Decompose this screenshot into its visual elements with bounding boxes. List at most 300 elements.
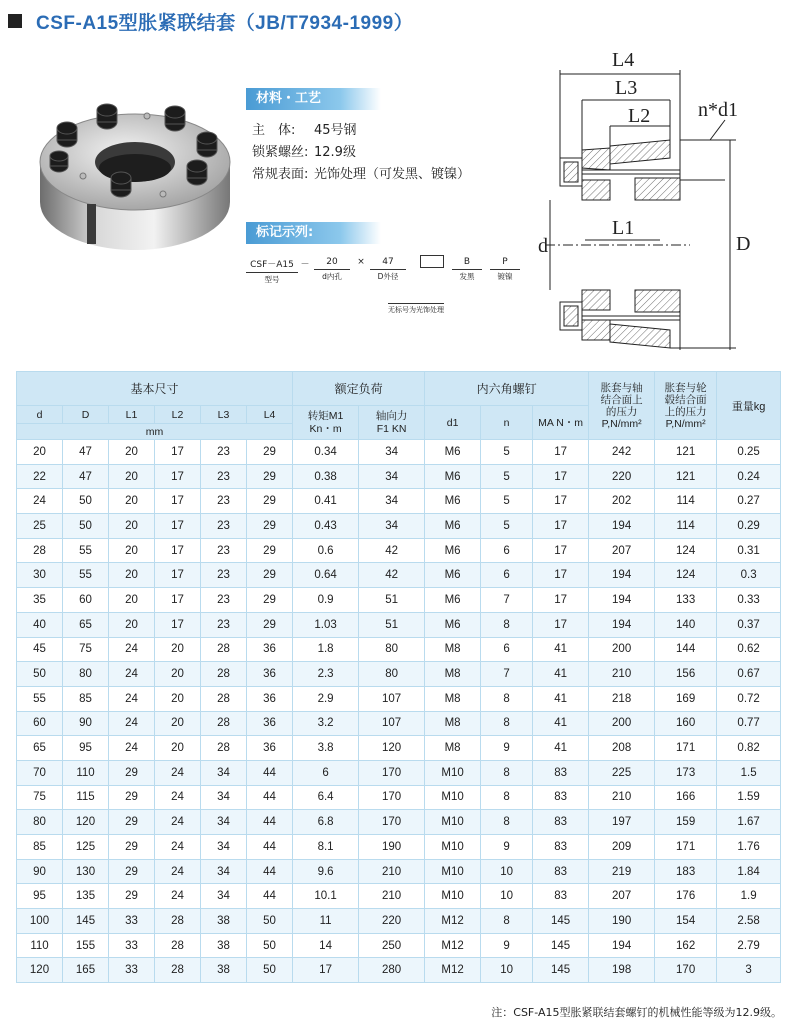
table-cell: 145 [533, 933, 589, 958]
table-cell: 120 [17, 958, 63, 983]
table-cell: 29 [247, 612, 293, 637]
table-cell: 36 [247, 686, 293, 711]
col-pressure-hub: 胀套与轮 毂结合面 上的压力 P,N/mm² [655, 372, 717, 440]
col-L3: L3 [201, 406, 247, 424]
table-cell: 44 [247, 785, 293, 810]
table-cell: 0.24 [717, 464, 781, 489]
table-cell: 145 [533, 909, 589, 934]
table-cell: 29 [247, 489, 293, 514]
col-d: d [17, 406, 63, 424]
table-row [17, 686, 781, 711]
table-cell: 0.38 [293, 464, 359, 489]
table-cell: M6 [425, 538, 481, 563]
table-cell: 1.03 [293, 612, 359, 637]
table-cell: 24 [109, 686, 155, 711]
table-cell: 124 [655, 563, 717, 588]
table-cell: 7 [481, 588, 533, 613]
table-cell: 121 [655, 464, 717, 489]
spec-table-body [17, 440, 781, 983]
table-cell: 23 [201, 612, 247, 637]
table-cell: 8 [481, 810, 533, 835]
table-cell: 80 [17, 810, 63, 835]
table-cell: 34 [201, 810, 247, 835]
table-cell: 23 [201, 514, 247, 539]
table-cell: M12 [425, 933, 481, 958]
table-cell: 22 [17, 464, 63, 489]
table-cell: 194 [589, 612, 655, 637]
table-cell: 36 [247, 637, 293, 662]
table-cell: 28 [201, 736, 247, 761]
table-cell: 6 [481, 563, 533, 588]
unit-mm: mm [17, 424, 293, 440]
table-cell: 0.77 [717, 711, 781, 736]
table-cell: 135 [63, 884, 109, 909]
table-cell: 3.8 [293, 736, 359, 761]
table-cell: 75 [63, 637, 109, 662]
table-row [17, 958, 781, 983]
footnote: 注：CSF-A15型胀紧联结套螺钉的机械性能等级为12.9级。 [491, 1006, 782, 1019]
table-cell: 130 [63, 859, 109, 884]
table-cell: 17 [533, 538, 589, 563]
table-cell: 75 [17, 785, 63, 810]
table-cell: M6 [425, 612, 481, 637]
table-cell: 5 [481, 464, 533, 489]
table-cell: 8 [481, 760, 533, 785]
table-cell: 83 [533, 884, 589, 909]
table-cell: 29 [247, 440, 293, 465]
table-cell: 24 [155, 760, 201, 785]
table-cell: 70 [17, 760, 63, 785]
table-cell: 44 [247, 859, 293, 884]
table-cell: 190 [589, 909, 655, 934]
table-cell: 60 [17, 711, 63, 736]
table-cell: 17 [533, 440, 589, 465]
table-cell: 1.5 [717, 760, 781, 785]
table-cell: 202 [589, 489, 655, 514]
table-cell: 166 [655, 785, 717, 810]
table-cell: 5 [481, 514, 533, 539]
table-cell: 0.82 [717, 736, 781, 761]
table-cell: 51 [359, 588, 425, 613]
material-row-screw: 锁紧螺丝: 12.9级 [252, 145, 356, 160]
table-cell: 17 [155, 588, 201, 613]
table-cell: 47 [63, 464, 109, 489]
table-cell: 17 [533, 563, 589, 588]
table-cell: 29 [247, 538, 293, 563]
table-cell: 90 [63, 711, 109, 736]
table-cell: M6 [425, 489, 481, 514]
table-cell: 83 [533, 785, 589, 810]
table-cell: 34 [201, 760, 247, 785]
dim-D: D [736, 233, 751, 255]
table-cell: 20 [109, 440, 155, 465]
material-row-surface: 常规表面: 光饰处理（可发黑、镀镍） [252, 167, 471, 182]
table-cell: M12 [425, 909, 481, 934]
table-cell: 0.34 [293, 440, 359, 465]
table-row [17, 612, 781, 637]
table-cell: 83 [533, 760, 589, 785]
table-cell: M8 [425, 736, 481, 761]
table-cell: 95 [63, 736, 109, 761]
table-cell: 0.3 [717, 563, 781, 588]
table-cell: 80 [359, 637, 425, 662]
table-cell: 24 [17, 489, 63, 514]
table-cell: 183 [655, 859, 717, 884]
table-cell: 41 [533, 711, 589, 736]
table-cell: 210 [589, 662, 655, 687]
table-cell: 20 [155, 637, 201, 662]
marking-part-D: 47 D外径 [370, 257, 406, 282]
table-cell: M10 [425, 810, 481, 835]
table-cell: 200 [589, 711, 655, 736]
table-cell: 120 [63, 810, 109, 835]
table-cell: 0.25 [717, 440, 781, 465]
table-cell: 110 [63, 760, 109, 785]
table-row [17, 711, 781, 736]
table-cell: 162 [655, 933, 717, 958]
table-cell: 1.9 [717, 884, 781, 909]
table-cell: 29 [109, 859, 155, 884]
table-cell: 120 [359, 736, 425, 761]
marking-part-model: CSF－A15 型号 [246, 257, 298, 285]
table-cell: 154 [655, 909, 717, 934]
table-cell: 0.9 [293, 588, 359, 613]
col-L2: L2 [155, 406, 201, 424]
table-cell: 114 [655, 514, 717, 539]
table-cell: 176 [655, 884, 717, 909]
dim-L4: L4 [612, 49, 635, 71]
table-cell: 23 [201, 464, 247, 489]
table-cell: 194 [589, 933, 655, 958]
table-cell: 198 [589, 958, 655, 983]
table-cell: 17 [533, 514, 589, 539]
table-cell: M6 [425, 563, 481, 588]
table-cell: 42 [359, 563, 425, 588]
table-cell: 83 [533, 810, 589, 835]
table-cell: 80 [63, 662, 109, 687]
table-cell: 225 [589, 760, 655, 785]
table-cell: 0.67 [717, 662, 781, 687]
table-cell: 133 [655, 588, 717, 613]
table-cell: 0.33 [717, 588, 781, 613]
table-cell: 6.4 [293, 785, 359, 810]
marking-note: 无标号为光饰处理 [388, 303, 444, 315]
table-cell: 242 [589, 440, 655, 465]
table-cell: 23 [201, 440, 247, 465]
table-cell: 0.64 [293, 563, 359, 588]
table-row [17, 637, 781, 662]
table-cell: 107 [359, 686, 425, 711]
table-cell: 8 [481, 785, 533, 810]
table-cell: 38 [201, 909, 247, 934]
table-row [17, 909, 781, 934]
col-pressure-shaft: 胀套与轴 结合面上 的压力 P,N/mm² [589, 372, 655, 440]
table-cell: 20 [155, 711, 201, 736]
table-cell: 65 [17, 736, 63, 761]
table-cell: 110 [17, 933, 63, 958]
table-cell: 156 [655, 662, 717, 687]
table-cell: 36 [247, 662, 293, 687]
table-cell: M10 [425, 760, 481, 785]
table-cell: 9 [481, 835, 533, 860]
table-cell: 169 [655, 686, 717, 711]
table-row [17, 785, 781, 810]
table-cell: 55 [17, 686, 63, 711]
table-cell: 280 [359, 958, 425, 983]
table-cell: 218 [589, 686, 655, 711]
table-cell: 9 [481, 933, 533, 958]
table-cell: 20 [109, 538, 155, 563]
table-row [17, 933, 781, 958]
table-cell: 34 [201, 859, 247, 884]
table-cell: 20 [109, 588, 155, 613]
table-cell: 50 [247, 909, 293, 934]
technical-drawing [540, 40, 790, 360]
table-cell: 38 [201, 933, 247, 958]
table-cell: 114 [655, 489, 717, 514]
table-cell: 1.59 [717, 785, 781, 810]
table-row [17, 588, 781, 613]
table-cell: 95 [17, 884, 63, 909]
table-cell: 44 [247, 884, 293, 909]
table-cell: 125 [63, 835, 109, 860]
table-cell: 33 [109, 958, 155, 983]
marking-sep-times: × [357, 257, 365, 267]
table-cell: 170 [359, 785, 425, 810]
table-row [17, 440, 781, 465]
table-cell: 220 [359, 909, 425, 934]
table-cell: 14 [293, 933, 359, 958]
table-row [17, 835, 781, 860]
spec-table [16, 371, 781, 983]
table-cell: 40 [17, 612, 63, 637]
table-cell: 194 [589, 514, 655, 539]
table-cell: 1.84 [717, 859, 781, 884]
table-cell: 160 [655, 711, 717, 736]
table-cell: 29 [109, 884, 155, 909]
table-cell: 0.62 [717, 637, 781, 662]
table-cell: 33 [109, 933, 155, 958]
table-cell: 29 [247, 588, 293, 613]
table-cell: 208 [589, 736, 655, 761]
table-cell: 90 [17, 859, 63, 884]
table-cell: 24 [109, 637, 155, 662]
table-cell: 34 [359, 514, 425, 539]
table-cell: 28 [201, 686, 247, 711]
table-cell: 20 [17, 440, 63, 465]
table-cell: M8 [425, 711, 481, 736]
table-cell: 17 [533, 588, 589, 613]
table-cell: 38 [201, 958, 247, 983]
table-row [17, 662, 781, 687]
col-torque: 转矩M1 Kn・m [293, 406, 359, 440]
table-cell: 44 [247, 760, 293, 785]
product-photo [35, 92, 235, 252]
table-cell: 83 [533, 835, 589, 860]
table-cell: 20 [109, 612, 155, 637]
table-cell: M10 [425, 835, 481, 860]
table-cell: M6 [425, 514, 481, 539]
table-cell: 28 [17, 538, 63, 563]
table-cell: 17 [533, 612, 589, 637]
table-cell: 55 [63, 563, 109, 588]
table-cell: 41 [533, 686, 589, 711]
table-cell: 115 [63, 785, 109, 810]
table-cell: 2.79 [717, 933, 781, 958]
table-cell: 55 [63, 538, 109, 563]
table-row [17, 859, 781, 884]
table-cell: 85 [63, 686, 109, 711]
group-rated-load: 额定负荷 [293, 372, 425, 406]
table-cell: 8 [481, 909, 533, 934]
col-ma: MA N・m [533, 406, 589, 440]
table-cell: 28 [201, 637, 247, 662]
table-cell: 2.3 [293, 662, 359, 687]
table-cell: M10 [425, 785, 481, 810]
title-bar [8, 8, 413, 34]
table-cell: 10 [481, 958, 533, 983]
table-cell: 0.29 [717, 514, 781, 539]
table-cell: M8 [425, 662, 481, 687]
col-n: n [481, 406, 533, 440]
table-cell: 17 [155, 464, 201, 489]
table-cell: 34 [201, 835, 247, 860]
table-cell: 145 [533, 958, 589, 983]
table-cell: 34 [359, 464, 425, 489]
table-cell: M8 [425, 637, 481, 662]
table-cell: 200 [589, 637, 655, 662]
table-cell: 29 [109, 835, 155, 860]
col-axial-force: 轴向力 F1 KN [359, 406, 425, 440]
table-cell: 34 [201, 884, 247, 909]
table-cell: 24 [109, 736, 155, 761]
table-cell: 197 [589, 810, 655, 835]
table-cell: 6 [481, 538, 533, 563]
marking-example [246, 255, 536, 315]
table-cell: 250 [359, 933, 425, 958]
dim-L2: L2 [628, 105, 651, 127]
group-hex-screw: 内六角螺钉 [425, 372, 589, 406]
table-row [17, 884, 781, 909]
table-cell: 194 [589, 563, 655, 588]
marking-part-P: P 镀镍 [490, 257, 520, 282]
table-cell: 17 [155, 514, 201, 539]
table-cell: 159 [655, 810, 717, 835]
table-cell: 50 [247, 933, 293, 958]
marking-heading: 标记示列: [246, 222, 381, 244]
table-row [17, 736, 781, 761]
table-cell: 34 [359, 489, 425, 514]
table-cell: 1.67 [717, 810, 781, 835]
table-cell: 0.6 [293, 538, 359, 563]
table-cell: 30 [17, 563, 63, 588]
table-cell: 20 [109, 563, 155, 588]
table-cell: 7 [481, 662, 533, 687]
col-weight: 重量kg [717, 372, 781, 440]
table-cell: M6 [425, 440, 481, 465]
table-cell: 8 [481, 686, 533, 711]
table-cell: 29 [247, 464, 293, 489]
table-cell: 47 [63, 440, 109, 465]
table-cell: 0.37 [717, 612, 781, 637]
col-D: D [63, 406, 109, 424]
table-cell: 83 [533, 859, 589, 884]
col-L4: L4 [247, 406, 293, 424]
table-cell: 155 [63, 933, 109, 958]
table-cell: 210 [359, 884, 425, 909]
table-cell: 0.72 [717, 686, 781, 711]
table-row [17, 563, 781, 588]
table-cell: 17 [533, 464, 589, 489]
col-L1: L1 [109, 406, 155, 424]
table-cell: 50 [63, 489, 109, 514]
table-cell: 3.2 [293, 711, 359, 736]
table-cell: 65 [63, 612, 109, 637]
table-cell: M6 [425, 588, 481, 613]
table-cell: 8 [481, 612, 533, 637]
table-cell: 210 [589, 785, 655, 810]
table-cell: 165 [63, 958, 109, 983]
table-cell: M12 [425, 958, 481, 983]
col-d1: d1 [425, 406, 481, 440]
table-cell: 41 [533, 736, 589, 761]
table-cell: 17 [155, 612, 201, 637]
table-cell: 34 [201, 785, 247, 810]
group-basic-size: 基本尺寸 [17, 372, 293, 406]
table-cell: 220 [589, 464, 655, 489]
table-row [17, 464, 781, 489]
table-cell: 23 [201, 489, 247, 514]
table-cell: M8 [425, 686, 481, 711]
table-cell: 10 [481, 859, 533, 884]
table-cell: 60 [63, 588, 109, 613]
table-cell: 85 [17, 835, 63, 860]
table-cell: 0.31 [717, 538, 781, 563]
table-cell: 145 [63, 909, 109, 934]
table-cell: 219 [589, 859, 655, 884]
table-cell: 44 [247, 835, 293, 860]
table-cell: 24 [155, 835, 201, 860]
table-cell: M10 [425, 884, 481, 909]
table-cell: 6 [481, 637, 533, 662]
table-cell: 8.1 [293, 835, 359, 860]
table-cell: 170 [359, 760, 425, 785]
page-title: CSF-A15型胀紧联结套（JB/T7934-1999） [36, 12, 414, 34]
table-cell: 28 [155, 958, 201, 983]
table-cell: 24 [155, 785, 201, 810]
table-cell: 50 [63, 514, 109, 539]
table-cell: 23 [201, 538, 247, 563]
table-row [17, 760, 781, 785]
table-cell: 45 [17, 637, 63, 662]
table-cell: 20 [109, 489, 155, 514]
table-cell: 170 [359, 810, 425, 835]
table-cell: 140 [655, 612, 717, 637]
table-cell: 23 [201, 588, 247, 613]
table-cell: 1.76 [717, 835, 781, 860]
table-cell: 24 [155, 810, 201, 835]
table-cell: 20 [155, 736, 201, 761]
table-cell: 171 [655, 835, 717, 860]
table-cell: 35 [17, 588, 63, 613]
table-cell: 17 [293, 958, 359, 983]
table-cell: 121 [655, 440, 717, 465]
table-cell: 171 [655, 736, 717, 761]
table-cell: 0.27 [717, 489, 781, 514]
table-row [17, 489, 781, 514]
table-cell: 173 [655, 760, 717, 785]
table-cell: 190 [359, 835, 425, 860]
